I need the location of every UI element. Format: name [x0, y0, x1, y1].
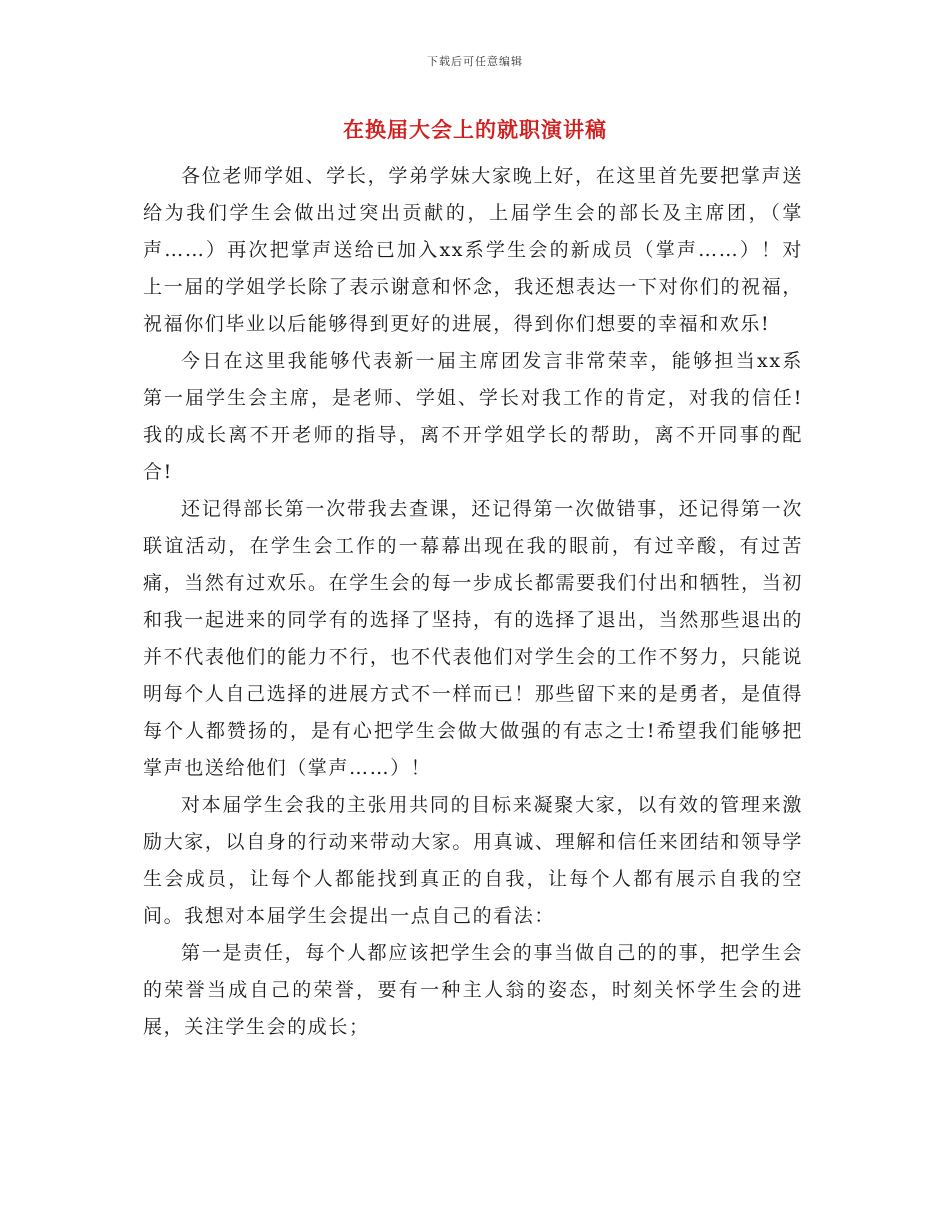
- paragraph-honor: 今日在这里我能够代表新一届主席团发言非常荣幸，能够担当xx系第一届学生会主席，是老师、学姐、学长对我工作的肯定，对我的信任!我的成长离不开老师的指导，离不开学姐学长的帮助，离不开同事的配合!: [143, 350, 803, 483]
- document-body: [143, 158, 803, 1046]
- paragraph-memories: 还记得部长第一次带我去查课，还记得第一次做错事，还记得第一次联谊活动，在学生会工作的一幕幕出现在我的眼前，有过辛酸，有过苦痛，当然有过欢乐。在学生会的每一步成长都需要我们付出和牺牲，当初和我一起进来的同学有的选择了坚持，有的选择了退出，当然那些退出的并不代表他们的能力不行，也不代表他们对学生会的工作不努力，只能说明每个人自己选择的进展方式不一样而已！那些留下来的是勇者，是值得每个人都赞扬的，是有心把学生会做大做强的有志之士!希望我们能够把掌声也送给他们（掌声……）！: [143, 498, 803, 779]
- document-title: 在换届大会上的就职演讲稿: [343, 117, 607, 142]
- page-header-note: 下载后可任意编辑: [427, 55, 523, 68]
- paragraph-vision: 对本届学生会我的主张用共同的目标来凝聚大家，以有效的管理来激励大家，以自身的行动来带动大家。用真诚、理解和信任来团结和领导学生会成员，让每个人都能找到真正的自我，让每个人都有展示自我的空间。我想对本届学生会提出一点自己的看法：: [143, 794, 803, 927]
- paragraph-greeting: 各位老师学姐、学长，学弟学妹大家晚上好，在这里首先要把掌声送给为我们学生会做出过突出贡献的，上届学生会的部长及主席团，（掌声……）再次把掌声送给已加入xx系学生会的新成员（掌声……）！对上一届的学姐学长除了表示谢意和怀念，我还想表达一下对你们的祝福，祝福你们毕业以后能够得到更好的进展，得到你们想要的幸福和欢乐!: [143, 165, 803, 335]
- paragraph-responsibility: 第一是责任，每个人都应该把学生会的事当做自己的的事，把学生会的荣誉当成自己的荣誉，要有一种主人翁的姿态，时刻关怀学生会的进展，关注学生会的成长；: [143, 942, 803, 1038]
